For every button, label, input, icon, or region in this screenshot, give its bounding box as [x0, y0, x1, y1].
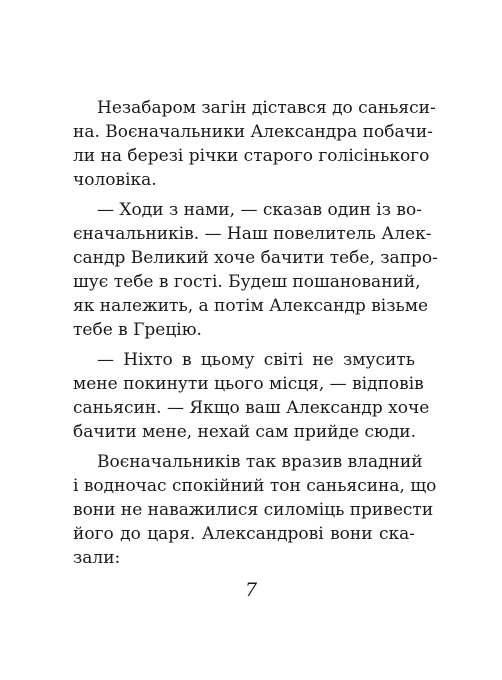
- text-line: — Ходи з нами, — сказав один із во-: [97, 200, 422, 220]
- body-text: [73, 96, 438, 570]
- paragraph-1: [73, 96, 436, 192]
- text-line: — Ніхто в цьому світі не змусить: [97, 350, 415, 370]
- text-line: шує тебе в гості. Будеш пошанований,: [73, 272, 421, 292]
- text-line: саньясин. — Якщо ваш Александр хоче: [73, 398, 430, 418]
- text-line: і водночас спокійний тон саньясина, що: [73, 476, 437, 496]
- paragraph-2: [73, 198, 438, 342]
- text-line: єначальників. — Наш повелитель Алек-: [73, 224, 432, 244]
- text-line: на. Воєначальники Александра побачи-: [73, 122, 433, 142]
- text-line: тебе в Грецію.: [73, 320, 202, 340]
- text-line: ли на березі річки старого голісінького: [73, 146, 430, 166]
- text-line: Незабаром загін дістався до саньяси-: [97, 98, 436, 118]
- text-line: зали:: [73, 548, 121, 568]
- text-line: мене покинути цього місця, — відповів: [73, 374, 424, 394]
- text-line: вони не наважилися силоміць привести: [73, 500, 434, 520]
- text-line: чоловіка.: [73, 170, 157, 190]
- paragraph-3: [73, 348, 430, 444]
- page-number: 7: [244, 579, 258, 601]
- text-line: бачити мене, нехай сам прийде сюди.: [73, 422, 417, 442]
- text-line: його до царя. Александрові вони ска-: [73, 524, 415, 544]
- text-line: Воєначальників так вразив владний: [97, 452, 423, 472]
- paragraph-4: [73, 450, 437, 570]
- text-line: як належить, а потім Александр візьме: [73, 296, 429, 316]
- text-line: сандр Великий хоче бачити тебе, запро-: [73, 248, 438, 268]
